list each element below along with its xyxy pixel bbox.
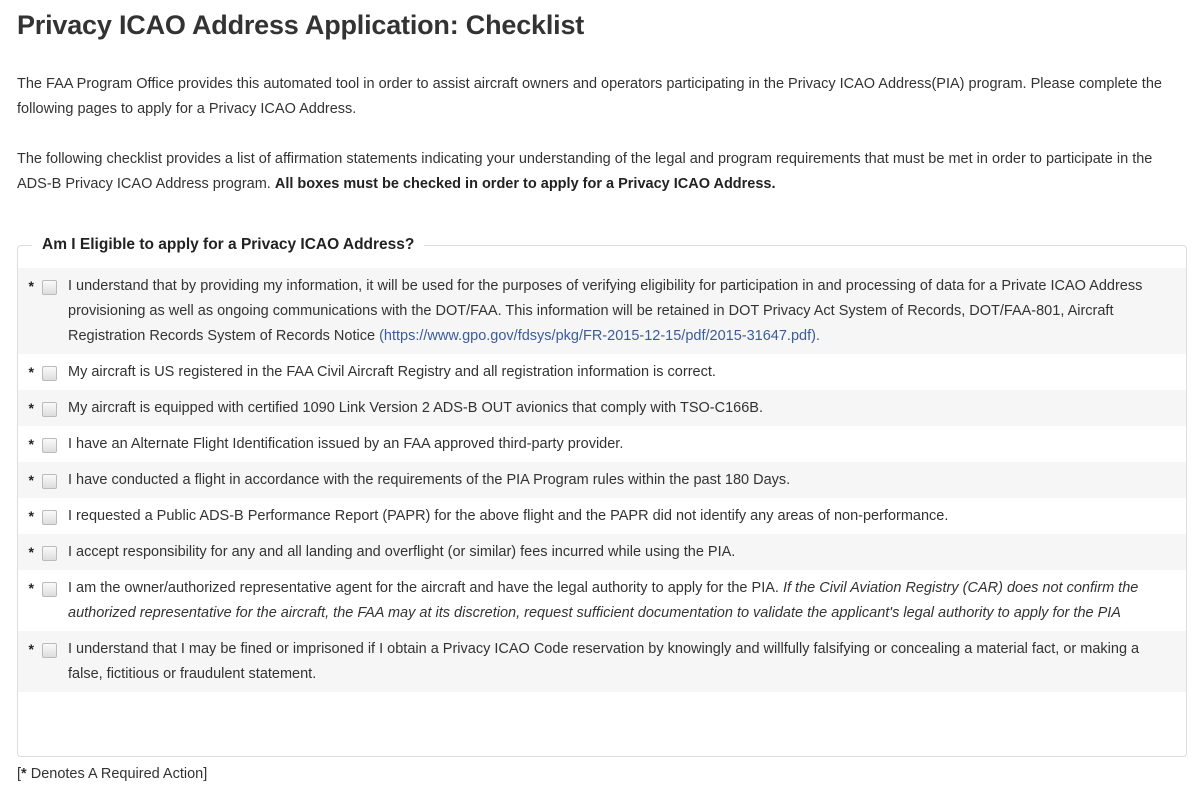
affirmation-text — [68, 432, 1186, 457]
affirmation-text — [68, 274, 1186, 349]
affirmation-checkbox[interactable] — [42, 438, 57, 453]
checklist-item — [18, 390, 1186, 426]
affirmation-text — [68, 504, 1186, 529]
statement-note: If the Civil Aviation Registry (CAR) does not confirm the authorized representative for the aircraft, the FAA may at its discretion, request sufficient documentation to validate the applicant's legal authority to apply for the PIA — [68, 580, 1139, 621]
required-star-icon: * — [28, 641, 34, 657]
section-legend: Am I Eligible to apply for a Privacy ICAO Address? — [42, 236, 415, 253]
checklist-intro-text: The following checklist provides a list of affirmation statements indicating your understanding of the legal and program requirements that must be met in order to participate in the ADS-B Privacy ICAO Address program. — [17, 151, 1153, 192]
statement-text: I am the owner/authorized representative agent for the aircraft and have the legal authority to apply for the PIA. — [68, 580, 783, 596]
checklist-intro-bold: All boxes must be checked in order to apply for a Privacy ICAO Address. — [274, 176, 776, 192]
checklist-intro — [17, 147, 1187, 197]
required-star-icon: * — [28, 436, 34, 452]
required-footnote — [17, 766, 207, 782]
intro-text: The FAA Program Office provides this automated tool in order to assist aircraft owners and operators participating in the Privacy ICAO Address(PIA) program. Please complete the following pages to apply for a Privacy ICAO Address. — [17, 76, 1162, 117]
affirmation-checkbox[interactable] — [42, 582, 57, 597]
statement-text: I have an Alternate Flight Identification issued by an FAA approved third-party provider. — [68, 436, 624, 452]
statement-text: I requested a Public ADS-B Performance Report (PAPR) for the above flight and the PAPR did not identify any areas of non-performance. — [68, 508, 949, 524]
required-star-icon: * — [28, 544, 34, 560]
checklist-item — [18, 268, 1186, 354]
required-star-icon: * — [28, 508, 34, 524]
affirmation-text — [68, 540, 1186, 565]
checklist-item — [18, 570, 1186, 631]
required-star-icon: * — [21, 766, 27, 782]
checklist-item — [18, 426, 1186, 462]
required-star-icon: * — [28, 580, 34, 596]
affirmation-checkbox[interactable] — [42, 366, 57, 381]
required-star-icon: * — [28, 400, 34, 416]
required-star-icon: * — [28, 472, 34, 488]
affirmation-text — [68, 468, 1186, 493]
affirmation-checkbox[interactable] — [42, 510, 57, 525]
eligibility-checklist — [17, 236, 1187, 757]
affirmation-text — [68, 360, 1186, 385]
statement-text: My aircraft is US registered in the FAA Civil Aircraft Registry and all registration information is correct. — [68, 364, 716, 380]
statement-text: I understand that I may be fined or imprisoned if I obtain a Privacy ICAO Code reservation by knowingly and willfully falsifying or concealing a material fact, or making a false, fictitious or fraudulent statement. — [68, 641, 1140, 682]
affirmation-checkbox[interactable] — [42, 546, 57, 561]
statement-text: I accept responsibility for any and all landing and overflight (or similar) fees incurred while using the PIA. — [68, 544, 736, 560]
affirmation-checkbox[interactable] — [42, 402, 57, 417]
affirmation-text — [68, 637, 1186, 687]
affirmation-checkbox[interactable] — [42, 474, 57, 489]
affirmation-text — [68, 396, 1186, 421]
statement-text: I have conducted a flight in accordance with the requirements of the PIA Program rules within the past 180 Days. — [68, 472, 791, 488]
required-star-icon: * — [28, 278, 34, 294]
footnote-bracket: [ — [17, 766, 22, 782]
affirmation-text — [68, 576, 1186, 626]
checklist-item — [18, 354, 1186, 390]
checklist-item — [18, 631, 1186, 692]
checklist-item — [18, 498, 1186, 534]
statement-text: I understand that by providing my information, it will be used for the purposes of verifying eligibility for participation in and processing of data for a Private ICAO Address provisioning as well as ongoing communications with the DOT/FAA. This information will be retained in DOT Privacy Act System of Records, DOT/FAA-801, Aircraft Registration Records System of Records Notice — [68, 278, 1143, 344]
checklist-item — [18, 462, 1186, 498]
footnote-text: Denotes A Required Action] — [26, 766, 208, 782]
statement-text: My aircraft is equipped with certified 1090 Link Version 2 ADS-B OUT avionics that comply with TSO-C166B. — [68, 400, 763, 416]
affirmation-checkbox[interactable] — [42, 643, 57, 658]
checklist-item — [18, 534, 1186, 570]
gpo-link[interactable]: (https://www.gpo.gov/fdsys/pkg/FR-2015-12-15/pdf/2015-31647.pdf). — [379, 328, 820, 344]
page-title: Privacy ICAO Address Application: Checklist — [17, 10, 585, 40]
affirmation-checkbox[interactable] — [42, 280, 57, 295]
required-star-icon: * — [28, 364, 34, 380]
